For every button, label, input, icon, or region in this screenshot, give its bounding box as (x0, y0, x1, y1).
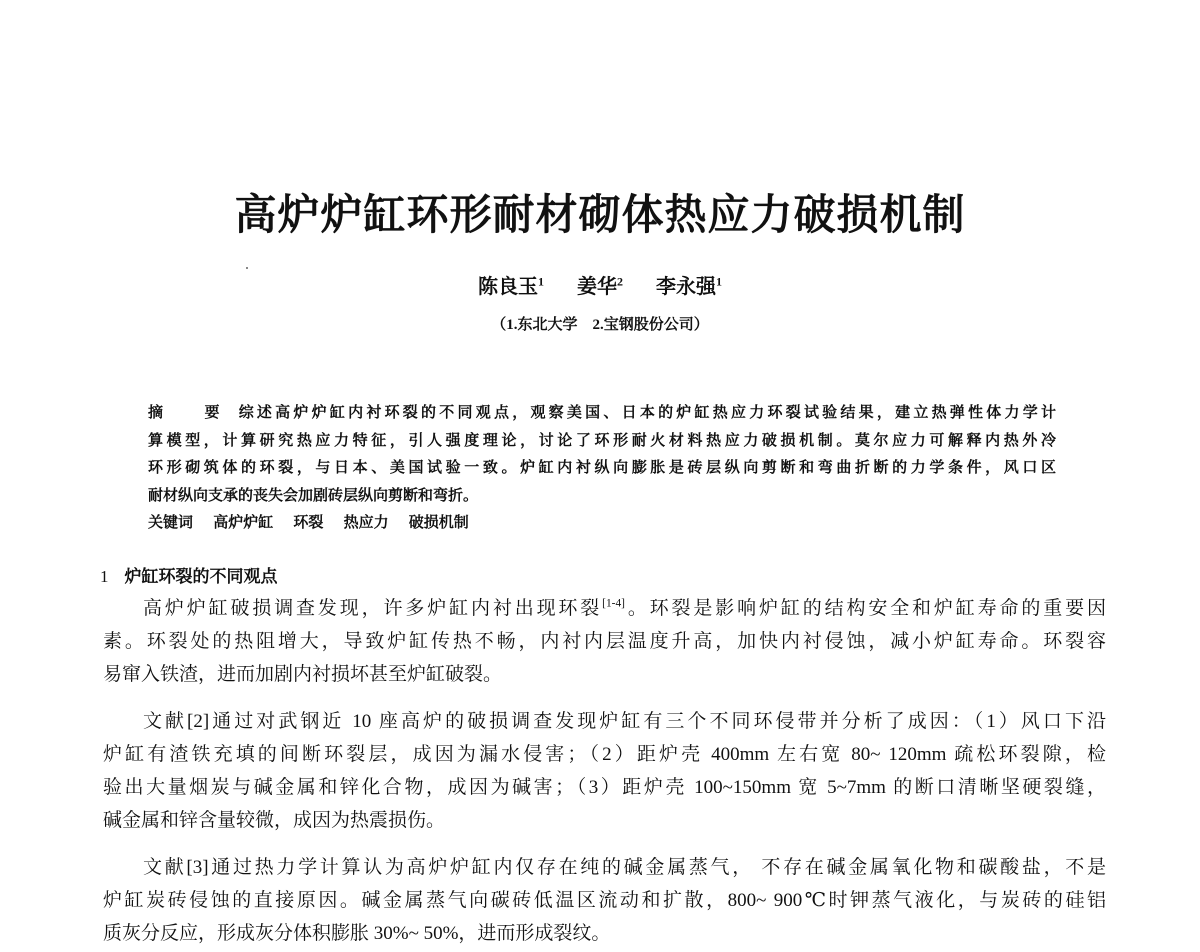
abstract (148, 401, 1056, 539)
author: 李永强$^1$ (656, 274, 722, 298)
keywords (148, 511, 1056, 539)
abstract-line: 算模型，计算研究热应力特征，引人强度理论，讨论了环形耐火材料热应力破损机制。莫尔应力可解释内热外冷 (148, 431, 1056, 449)
section-title: 炉缸环裂的不同观点 (124, 567, 278, 586)
section-number: 1 (100, 567, 109, 586)
body-line: 碱金属和锌含量较微，成因为热震损伤。 (103, 810, 446, 831)
keyword: 破损机制 (408, 514, 469, 531)
body-line: 素。环裂处的热阻增大，导致炉缸传热不畅，内衬内层温度升高，加快内衬侵蚀，减小炉缸寿命。环裂容 (103, 631, 1106, 652)
keyword: 热应力 (343, 514, 389, 531)
author: 姜华$^2$ (577, 274, 623, 298)
abstract-line: 摘 要 综述高炉炉缸内衬环裂的不同观点，观察美国、日本的炉缸热应力环裂试验结果，建立热弹性体力学计 (148, 404, 1056, 421)
citation: [1-4] (602, 597, 625, 610)
scan-speck (246, 267, 248, 269)
body-line: 炉缸有渣铁充填的间断环裂层，成因为漏水侵害；（2）距炉壳 400mm 左右宽 80~ 120mm 疏松环裂隙，检 (103, 744, 1106, 765)
body-text (103, 594, 1106, 952)
section-heading (100, 562, 278, 587)
abstract-line: 耐材纵向支承的丧失会加剧砖层纵向剪断和弯折。 (148, 486, 479, 504)
keyword: 环裂 (293, 514, 324, 531)
keyword: 高炉炉缸 (213, 514, 274, 531)
keywords-label: 关键词 (148, 514, 194, 531)
body-line: 文献[3]通过热力学计算认为高炉炉缸内仅存在纯的碱金属蒸气， 不存在碱金属氧化物和碳酸盐，不是 (143, 857, 1106, 878)
body-line: 文献[2]通过对武钢近 10 座高炉的破损调查发现炉缸有三个不同环侵带并分析了成因：（1）风口下沿 (143, 711, 1106, 732)
body-line: 验出大量烟炭与碱金属和锌化合物，成因为碱害；（3）距炉壳 100~150mm 宽 5~7mm 的断口清晰坚硬裂缝， (103, 777, 1106, 798)
abstract-label: 摘 要 (148, 404, 233, 421)
paper-title: 高炉炉缸环形耐材砌体热应力破损机制 (234, 193, 966, 239)
abstract-line: 环形砌筑体的环裂，与日本、美国试验一致。炉缸内衬纵向膨胀是砖层纵向剪断和弯曲折断的力学条件，风口区 (148, 459, 1056, 476)
author-list (0, 270, 1200, 299)
body-line: 高炉炉缸破损调查发现，许多炉缸内衬出现环裂[1-4]。环裂是影响炉缸的结构安全和炉缸寿命的重要因 (143, 597, 1106, 619)
body-line: 质灰分反应，形成灰分体积膨胀 30%~ 50%，进而形成裂纹。 (103, 923, 611, 944)
author: 陈良玉$^1$ (478, 274, 544, 298)
body-line: 炉缸炭砖侵蚀的直接原因。碱金属蒸气向碳砖低温区流动和扩散，800~ 900℃时钾蒸气液化，与炭砖的硅铝 (103, 890, 1106, 911)
body-line: 易窜入铁渣，进而加剧内衬损坏甚至炉缸破裂。 (103, 664, 503, 685)
affiliation: （1.东北大学 2.宝钢股份公司） (491, 317, 709, 333)
